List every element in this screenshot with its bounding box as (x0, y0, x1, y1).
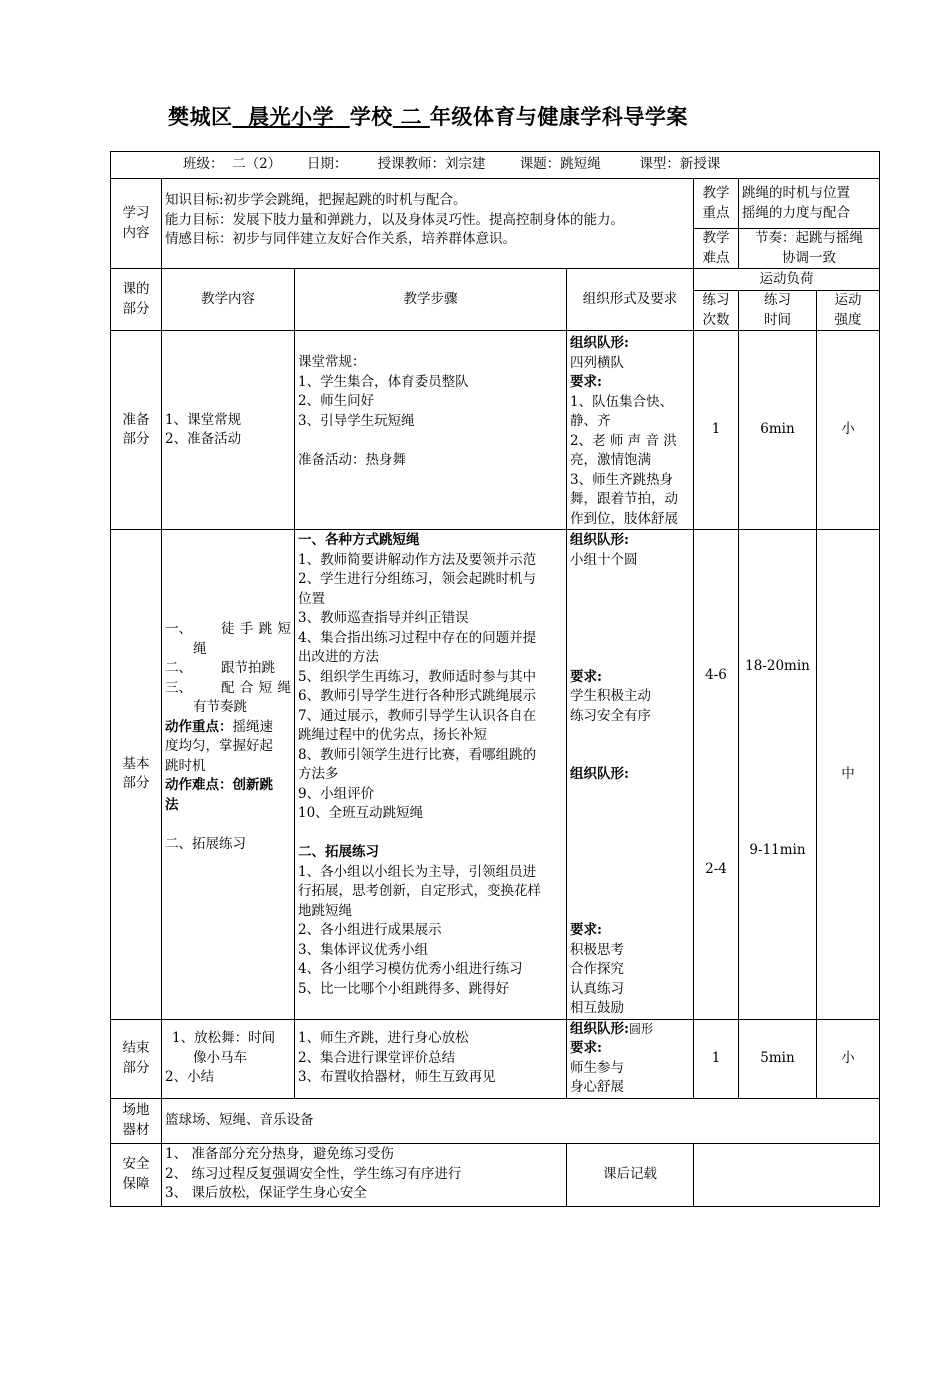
title-grade: 二 (400, 105, 423, 129)
header-time: 练习 时间 (739, 291, 817, 331)
header-content: 教学内容 (162, 269, 295, 331)
title-school: 晨光小学 (248, 105, 335, 129)
basic-count: 4-6 2-4 (694, 530, 739, 1020)
header-steps: 教学步骤 (295, 269, 567, 331)
end-org: 组织队形:圆形 要求: 师生参与 身心舒展 (567, 1019, 694, 1098)
header-org: 组织形式及要求 (567, 269, 694, 331)
basic-time: 18-20min 9-11min (739, 530, 817, 1020)
learning-goals: 知识目标:初步学会跳绳，把握起跳的时机与配合。 能力目标：发展下肢力量和弹跳力，以及身体灵巧性。提高控制身体的能力。 情感目标：初步与同伴建立友好合作关系，培养群体意识。 (162, 179, 694, 269)
end-time: 5min (739, 1019, 817, 1098)
end-label: 结束 部分 (111, 1019, 162, 1098)
title-district: 樊城区 (168, 105, 233, 129)
header-count: 练习 次数 (694, 291, 739, 331)
prep-org: 组织队形: 四列横队 要求: 1、队伍集合快、 静、齐 2、老 师 声 音 洪 亮，激情饱满 3、师生齐跳热身 舞，跟着节拍，动 作到位，肢体舒展 (567, 331, 694, 530)
prep-steps: 课堂常规： 1、学生集合，体育委员整队 2、师生问好 3、引导学生玩短绳 准备活动：热身舞 (295, 331, 567, 530)
venue-label: 场地 器材 (111, 1098, 162, 1143)
prep-intensity: 小 (817, 331, 880, 530)
difficulty-label: 教学 难点 (694, 229, 739, 269)
basic-org: 组织队形: 小组十个圆 要求: 学生积极主动 练习安全有序 组织队形: 要求: 积极思考 合作探究 认真练习 相互鼓励 (567, 530, 694, 1020)
header-intensity: 运动 强度 (817, 291, 880, 331)
page-title (168, 101, 688, 131)
safety-items: 1、 准备部分充分热身，避免练习受伤 2、 练习过程反复强调安全性，学生练习有序进行 3、 课后放松，保证学生身心安全 (162, 1143, 567, 1206)
header-load: 运动负荷 (694, 269, 880, 291)
post-class-notes (694, 1143, 880, 1206)
basic-steps: 一、各种方式跳短绳 1、教师简要讲解动作方法及要领并示范 2、学生进行分组练习，领会起跳时机与 位置 3、教师巡查指导并纠正错误 4、集合指出练习过程中存在的问题并提 出改进的方法 5、组织学生再练习，教师适时参与其中 6、教师引导学生进行各种形式跳绳展示 7、通过展示，教师引导学生认识各自在 跳绳过程中的优劣点，扬长补短 8、教师引领学生进行比赛，看哪组跳的 方法多 9、小组评价 10、全班互动跳短绳 二、拓展练习 1、各小组以小组长为主导，引领组员进 行拓展，思考创新，自定形式，变换花样 地跳短绳 2、各小组进行成果展示 3、集体评议优秀小组 4、各小组学习模仿优秀小组进行练习 5、比一比哪个小组跳得多、跳得好 (295, 530, 567, 1020)
end-count: 1 (694, 1019, 739, 1098)
prep-count: 1 (694, 331, 739, 530)
prep-time: 6min (739, 331, 817, 530)
prep-content: 1、课堂常规 2、准备活动 (162, 331, 295, 530)
lesson-info: 班级： 二（2） 日期： 授课教师：刘宗建 课题：跳短绳 课型：新授课 (111, 152, 880, 179)
title-subject: 年级体育与健康学科导学案 (429, 105, 688, 129)
basic-content: 一、 徒手跳短 绳 二、 跟节拍跳 三、 配合短绳 有节奏跳 动作重点：摇绳速 度均匀，掌握好起 跳时机 动作难点：创新跳 法 二、拓展练习 (162, 530, 295, 1020)
learning-label: 学习 内容 (111, 179, 162, 269)
basic-label: 基本 部分 (111, 530, 162, 1020)
lesson-plan-table (110, 151, 880, 1207)
end-intensity: 小 (817, 1019, 880, 1098)
title-school-suffix: 学校 (349, 105, 393, 129)
key-point-label: 教学 重点 (694, 179, 739, 229)
header-part: 课的 部分 (111, 269, 162, 331)
prep-label: 准备 部分 (111, 331, 162, 530)
difficulty: 节奏：起跳与摇绳 协调一致 (739, 229, 880, 269)
end-steps: 1、师生齐跳，进行身心放松 2、集合进行课堂评价总结 3、布置收拾器材，师生互致再见 (295, 1019, 567, 1098)
post-class-notes-label: 课后记载 (567, 1143, 694, 1206)
key-point: 跳绳的时机与位置 摇绳的力度与配合 (739, 179, 880, 229)
venue-equipment: 篮球场、短绳、音乐设备 (162, 1098, 880, 1143)
basic-intensity: 中 (817, 530, 880, 1020)
safety-label: 安全 保障 (111, 1143, 162, 1206)
end-content: 1、放松舞：时间 像小马车 2、小结 (162, 1019, 295, 1098)
